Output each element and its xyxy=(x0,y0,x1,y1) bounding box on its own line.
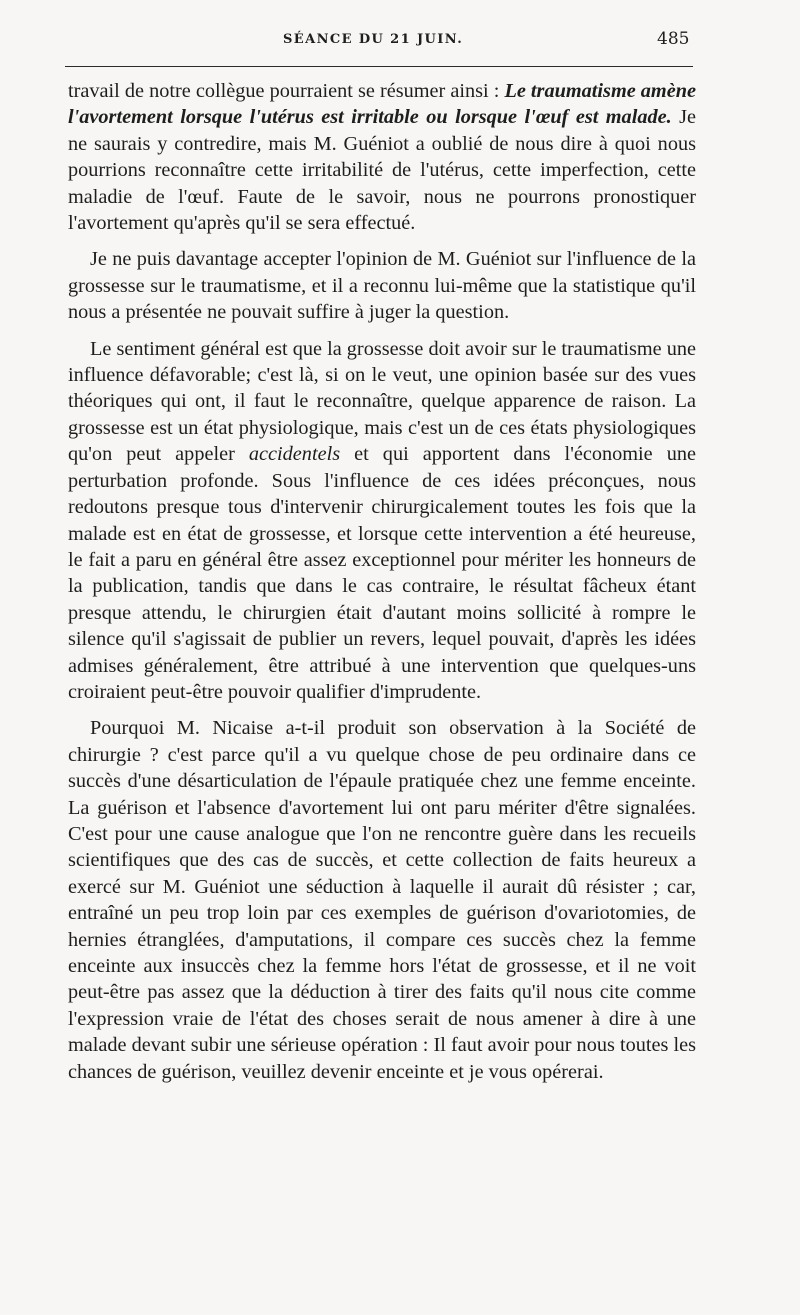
running-head: SÉANCE DU 21 JUIN. xyxy=(283,32,464,47)
paragraph-3-italic-word: accidentels xyxy=(248,443,341,466)
paragraph-1-text-start: travail de notre collègue pourraient se résumer ainsi : xyxy=(68,80,505,102)
paragraph-1-italic-quote: Le traumatisme amène l'avortement lorsque l'utérus est irritable ou lorsque l'œuf est malade. xyxy=(68,80,696,129)
paragraph-2: Je ne puis davantage accepter l'opinion de M. Guéniot sur l'influence de la grossesse sur le traumatisme, et il a reconnu lui-même que la statistique qu'il nous a présentée ne pouvait suffire à juger la question. xyxy=(68,248,696,324)
paragraph-3 xyxy=(68,336,696,706)
paragraph-3-text-end: et qui apportent dans l'économie une perturbation profonde. Sous l'influence de ces idées préconçues, nous redoutons presque tous d'intervenir chirurgicalement toutes les fois que la malade est en état de grossesse, et lorsque cette intervention a été heureuse, le fait a paru en général être assez exceptionnel pour mériter les honneurs de la publication, tandis que dans le cas contraire, le résultat fâcheux étant presque attendu, le chirurgien était d'autant moins sollicité à rompre le silence qu'il s'agissait de publier un revers, lequel pouvait, d'après les idées admises généralement, être attribué à une intervention que quelques-uns croiraient peut-être pouvoir qualifier d'imprudente. xyxy=(68,443,696,703)
paragraph-1-text-end: Je ne saurais y contredire, mais M. Guéniot a oublié de nous dire à quoi nous pourrions reconnaître cette irritabilité de l'utérus, cette imperfection, cette maladie de l'œuf. Faute de le savoir, nous ne pourrons pronostiquer l'avortement qu'après qu'il se sera effectué. xyxy=(68,106,696,235)
header-rule xyxy=(65,66,693,67)
paragraph-4: Pourquoi M. Nicaise a-t-il produit son observation à la Société de chirurgie ? c'est parce qu'il a vu quelque chose de peu ordinaire dans ce succès d'une désarticulation de l'épaule pratiquée chez une femme enceinte. La guérison et l'absence d'avortement lui ont paru mériter d'être signalées. C'est pour une cause analogue que l'on ne rencontre guère dans les recueils scientifiques que des cas de succès, et cette collection de faits heureux a exercé sur M. Guéniot une séduction à laquelle il aurait dû résister ; car, entraîné un peu trop loin par ces exemples de guérison d'ovariotomies, de hernies étranglées, d'amputations, il compare ces succès chez la femme enceinte aux insuccès chez la femme hors l'état de grossesse, et il ne voit peut-être pas assez que la déduction à tirer des faits qu'il nous cite comme l'expression vraie de l'état des choses serait de nous amener à dire à une malade devant subir une sérieuse opération : Il faut avoir pour nous toutes les chances de guérison, veuillez devenir enceinte et je vous opérerai. xyxy=(68,717,696,1083)
paragraph-1 xyxy=(68,78,696,236)
paragraph-3-text-start: Le sentiment général est que la grossesse doit avoir sur le traumatisme une influence défavorable; c'est là, si on le veut, une opinion basée sur des vues théoriques qui ont, il faut le reconnaître, quelque apparence de raison. La grossesse est un état physiologique, mais c'est un de ces états physiologiques qu'on peut appeler xyxy=(68,337,697,466)
body-text xyxy=(68,78,696,1085)
page-number: 485 xyxy=(657,29,690,49)
